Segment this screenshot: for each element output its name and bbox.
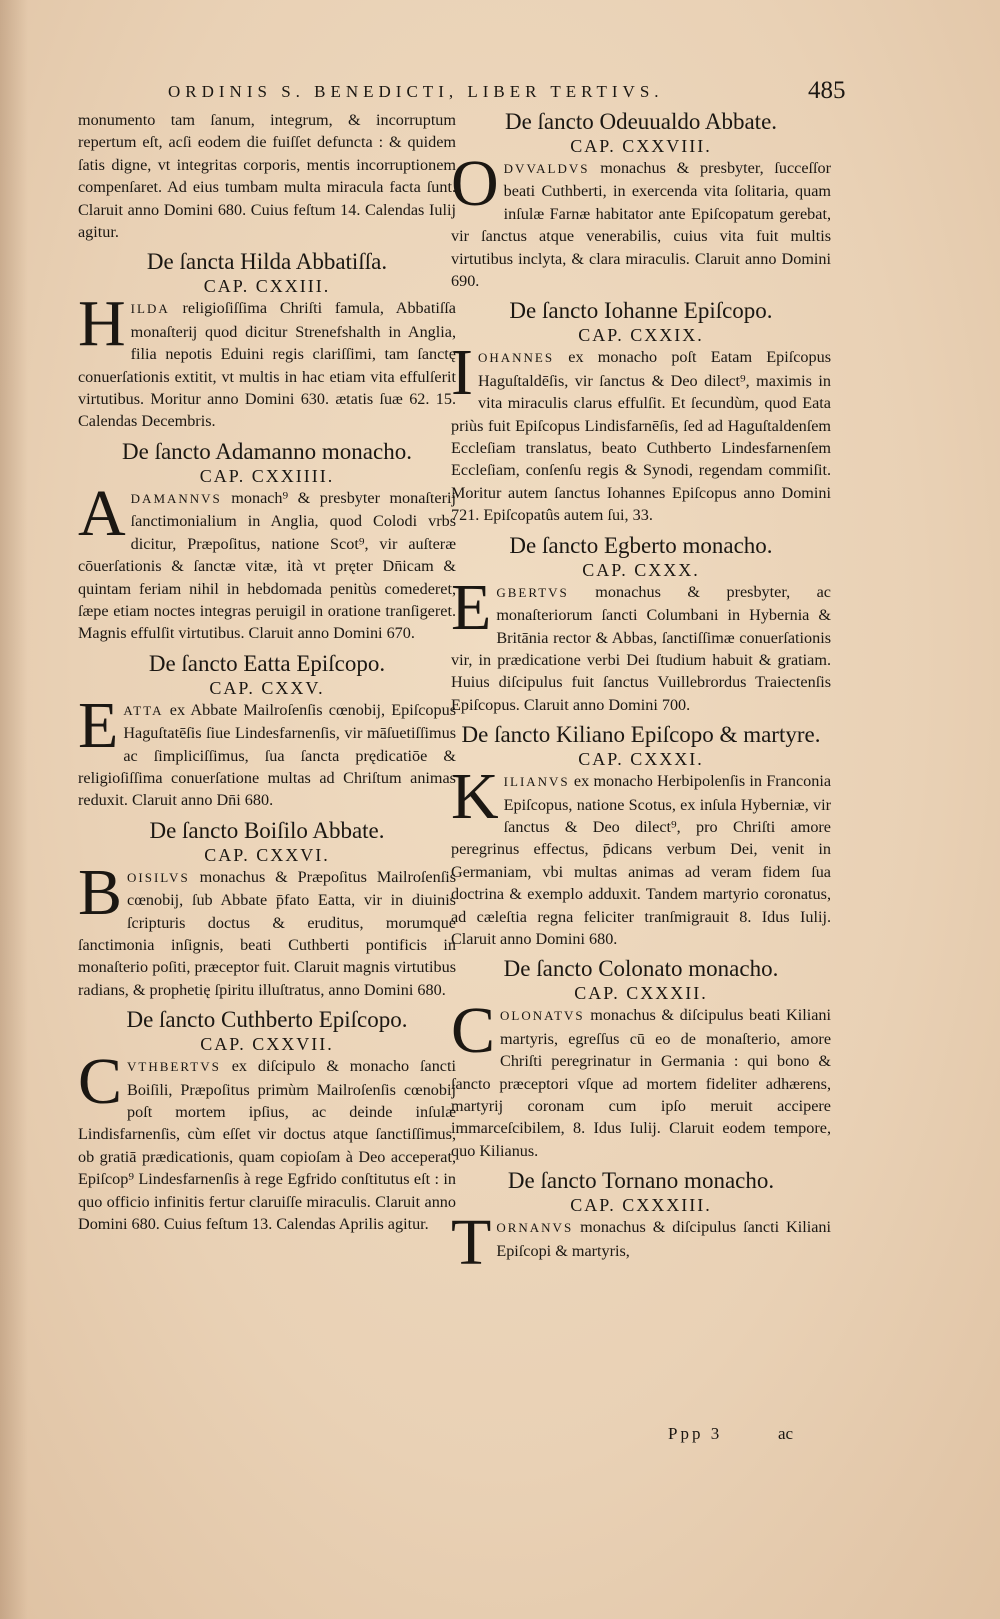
chapter-heading: De ſancto Adamanno monacho. [122, 438, 412, 464]
lead-word: DAMANNVS [130, 490, 222, 506]
chapter-heading: De ſancto Iohanne Epiſcopo. [509, 298, 773, 324]
chapter-number: CAP. CXXIII. [203, 276, 331, 297]
chapter-body: monachus & diſcipulus ſancti Kiliani Epiſcopi & martyris, [496, 1218, 831, 1260]
continuation-text: monumento tam ſanum, integrum, & incorruptum repertum eſt, acſi eodem die fuiſſet defuncta : & quidem ſatis digne, vt integritas corporis, mentis incorruptionem compenſaret. Ad eius tumbam multa miracula facta ſunt. Claruit anno Domini 680. Cuius feſtum 14. Calendas Iulij agitur. [78, 111, 456, 242]
lead-word: VTHBERTVS [127, 1059, 221, 1075]
chapter-heading: De ſancta Hilda Abbatiſſa. [146, 249, 388, 275]
chapter-entry [78, 651, 456, 812]
chapter-number: CAP. CXXV. [209, 677, 325, 698]
chapter-heading: De ſancto Eatta Epiſcopo. [148, 650, 386, 676]
drop-cap: O [451, 147, 499, 220]
chapter-heading: De ſancto Cuthberto Epiſcopo. [126, 1007, 408, 1033]
chapter-entry [78, 249, 456, 432]
chapter-number: CAP. CXXVI. [204, 844, 330, 865]
chapter-text [78, 855, 456, 1001]
chapter-entry [451, 298, 831, 526]
chapter-heading: De ſancto Tornano monacho. [507, 1168, 775, 1194]
chapter-body: monach⁹ & presbyter monaſterij ſanctimonialium in Anglia, quod Colodi vrbs dicitur, Præpoſitus, natione Scot⁹, vir auſteræ cōuerſationis & ſanctæ vitæ, ità vt pręter Dn̄icam & quintam feriam nihil in hebdomada penitùs comederet, ſæpe etiam noctes integras peruigil in oratione tranſigeret. Magnis effulſit virtutibus. Claruit anno Domini 670. [78, 488, 456, 643]
chapter-heading: De ſancto Kiliano Epiſcopo & martyre. [461, 722, 821, 748]
drop-cap: A [78, 476, 126, 550]
lead-word: ILIANVS [503, 774, 570, 790]
chapter-entry [78, 439, 456, 645]
signature-mark: Ppp 3 [668, 1424, 723, 1443]
drop-cap: H [78, 287, 126, 361]
drop-cap: C [451, 994, 496, 1068]
chapter-body: monachus & diſcipulus beati Kiliani martyris, egreſſus cū eo de monaſterio, amore Chriſti peregrinatur in Germania : qui bono & ſancto præceptori vſque ad mortem fideliter adhærens, martyrij coronam cum ipſo meruit accipere immarceſcibilem, 8. Idus Iulij. Claruit eodem tempore, quo Kilianus. [451, 1006, 831, 1160]
chapter-body: religioſiſſima Chriſti famula, Abbatiſſa monaſterij quod dicitur Strenefshalth in Anglia, filia nepotis Eduini regis clariſſimi, tam ſanctę conuerſationis extitit, vt multis in hac etiam vita effulſerit virtutibus. Moritur anno Domini 630. ætatis ſuæ 62. 15. Calendas Decembris. [78, 299, 456, 431]
lead-word: ILDA [130, 301, 170, 317]
chapter-text [78, 287, 456, 432]
drop-cap: I [451, 336, 473, 410]
running-head: ORDINIS S. BENEDICTI, LIBER TERTIVS. [168, 82, 664, 101]
chapter-number: CAP. CXXXI. [578, 749, 704, 770]
chapter-heading: De ſancto Odeuualdo Abbate. [504, 109, 778, 134]
lead-word: OHANNES [477, 350, 555, 366]
lead-word: OISILVS [127, 869, 190, 885]
chapter-heading: De ſancto Colonato monacho. [503, 956, 779, 982]
drop-cap: E [451, 570, 492, 644]
chapter-entry [451, 722, 831, 950]
drop-cap: B [78, 855, 123, 929]
chapter-text [451, 760, 831, 950]
chapter-heading: De ſancto Egberto monacho. [509, 532, 773, 558]
chapter-entry [78, 1007, 456, 1235]
lead-word: ORNANVS [496, 1220, 574, 1236]
chapter-number: CAP. CXXXII. [574, 983, 708, 1004]
chapter-text [78, 1045, 456, 1235]
chapter-number: CAP. CXXVII. [200, 1034, 334, 1055]
chapter-text [451, 336, 831, 526]
chapter-entry [451, 109, 831, 292]
drop-cap: C [78, 1045, 123, 1119]
chapter-text [451, 147, 831, 292]
lead-word: OLONATVS [500, 1008, 585, 1024]
drop-cap: K [451, 760, 499, 834]
chapter-text [78, 688, 456, 812]
chapter-text [451, 994, 831, 1162]
drop-cap: T [451, 1206, 492, 1280]
chapter-body: ex monacho poſt Eatam Epiſcopus Haguſtaldēſis, vir ſanctus & Deo dilect⁹, maximis in vita miraculis clarus effulſit. Et ſecundùm, quod Eata priùs fuit Epiſcopus Lindisfarnēſis, ſed ad Haguſtaldenſem Eccleſiam translatus, beato Cuthberto Lindesfarnenſem Eccleſiam, conſenſu regis & Synodi, regendam commiſit. Moritur autem ſanctus Iohannes Epiſcopus anno Domini 721. Epiſcopatûs autem ſui, 33. [451, 348, 831, 525]
chapter-body: ex monacho Herbipolenſis in Franconia Epiſcopus, natione Scotus, ex inſula Hyberniæ, vir ſanctus & Deo dilect⁹, pro Chriſti amore peregrinus effectus, p̄dicans verbum Dei, venit in Germaniam, vbi multas animas ad veram fidem ſua doctrina & exemplo adduxit. Tandem martyrio coronatus, ad cæleſtia regna feliciter tranſmigrauit 8. Idus Iulij. Claruit anno Domini 680. [451, 772, 831, 948]
chapter-text [78, 476, 456, 645]
drop-cap: E [78, 688, 119, 762]
chapter-body: monachus & presbyter, ac monaſteriorum ſancti Columbani in Hybernia & Britānia rector & Abbas, ſanctiſſimæ conuerſationis vir, in prædicatione verbi Dei ſtudium habuit & gratiam. Huius diſcipulus fuit ſanctus Vuillebrordus Traiectenſis Epiſcopus. Claruit anno Domini 700. [451, 582, 831, 714]
chapter-text [451, 570, 831, 716]
lead-word: ATTA [123, 702, 164, 718]
lead-word: DVVALDVS [503, 161, 590, 176]
chapter-body: monachus & Præpoſitus Mailroſenſis cœnobij, ſub Abbate p̄fato Eatta, vir in diuinis ſcripturis doctus & eruditus, morumque ſanctimonia inſignis, beati Cuthberti pontificis in monaſterio poſiti, præceptor fuit. Claruit magnis virtutibus radians, & prophetię ſpiritu illuſtratus, anno Domini 680. [78, 867, 456, 999]
chapter-entry [451, 956, 831, 1162]
chapter-entry [451, 533, 831, 716]
chapter-heading: De ſancto Boiſilo Abbate. [149, 817, 385, 843]
chapter-number: CAP. CXXXIII. [570, 1195, 712, 1216]
chapter-number: CAP. CXXX. [582, 559, 700, 580]
chapter-entry [451, 1168, 831, 1280]
chapter-text [451, 1206, 831, 1280]
page-number: 485 [808, 77, 846, 104]
chapter-number: CAP. CXXIIII. [199, 465, 335, 486]
chapter-body: ex diſcipulo & monacho ſancti Boiſili, Præpoſitus primùm Mailroſenſis cœnobij poſt mortem ipſius, ac deinde inſulæ Lindisfarnenſis, cùm eſſet vir doctus atque ſanctiſſimus, ob gratiā prædicationis, quam copioſam à Deo acceperat, Epiſcop⁹ Lindesfarnenſis à rege Egfrido conſtitutus eſt : in quo officio infinitis fertur claruiſſe miraculis. Claruit anno Domini 680. Cuius feſtum 13. Calendas Aprilis agitur. [78, 1057, 456, 1234]
chapter-number: CAP. CXXVIII. [570, 136, 712, 156]
chapter-number: CAP. CXXIX. [578, 325, 704, 346]
right-column [451, 109, 831, 1280]
chapter-body: ex Abbate Mailroſenſis cœnobij, Epiſcopus Haguſtatēſis ſiue Lindesfarnenſis, vir māſuetiſſimus ac ſimpliciſſimus, ſua ſancta prędicatiōe & religioſiſſima conuerſatione multas ad Chriſtum animas reduxit. Claruit anno Dn̄i 680. [78, 700, 456, 810]
left-column [78, 109, 456, 1235]
page-edge-shadow [0, 0, 28, 1619]
chapter-body: monachus & presbyter, ſucceſſor beati Cuthberti, in exercenda vita ſolitaria, quam inſulæ Farnæ habitator ante Epiſcopatum gerebat, vir ſanctus atque venerabilis, cuius vita fuit multis virtutibus inclyta, & clara miraculis. Claruit anno Domini 690. [451, 159, 831, 291]
catchword: ac [778, 1424, 794, 1443]
lead-word: GBERTVS [496, 584, 569, 600]
chapter-entry [78, 818, 456, 1001]
